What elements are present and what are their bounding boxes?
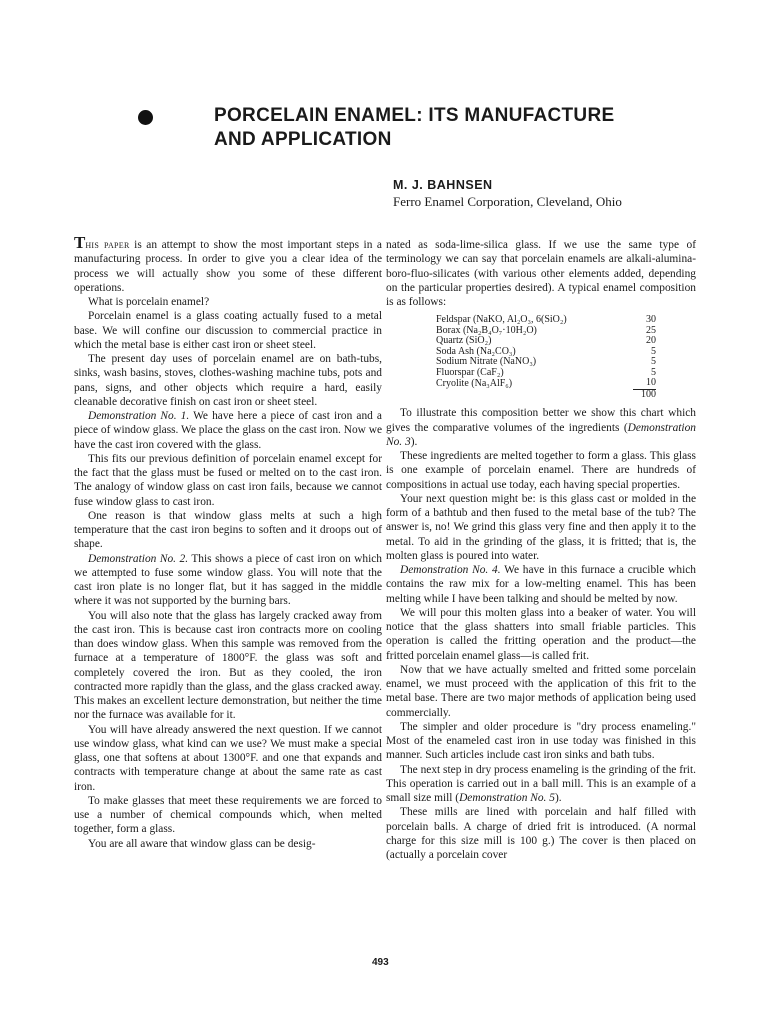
ingredient-name: Quartz (SiO₂) xyxy=(436,335,492,347)
paragraph-demo-1 xyxy=(74,409,382,452)
ingredient-value: 10 xyxy=(633,378,656,389)
author-name: M. J. BAHNSEN xyxy=(393,178,493,192)
ingredient-name: Feldspar (NaKO, Al₂O₃, 6(SiO₂) xyxy=(436,314,567,326)
paragraph: nated as soda-lime-silica glass. If we use the same type of terminology we can say that porcelain enamels are alkali-alumina-boro-fluo-silicates (with various other elements added, depending on the particular properties desired). A typical enamel composition is as follows: xyxy=(386,239,696,308)
paragraph: Your next question might be: is this glass cast or molded in the form of a bathtub and then fused to the metal base of the tub? The answer is, no! We grind this glass very fine and then apply it to the metal. To aid in the grinding of the glass, it is fritted; that is, the molten glass is poured into water. xyxy=(386,492,696,562)
ingredient-name: Fluorspar (CaF₂) xyxy=(436,366,504,378)
left-column xyxy=(74,233,382,851)
paragraph: This fits our previous definition of porcelain enamel except for the fact that the glass must be fused or melted on to the cast iron. The analogy of window glass on cast iron fails, because we cannot fuse window glass to cast iron. xyxy=(74,452,382,508)
drop-cap: T xyxy=(74,233,86,252)
demo-text: We have in this furnace a crucible which contains the raw mix for a low-melting enamel. This has been melting while I have been talking and should be melted by now. xyxy=(386,564,696,605)
demo-label: Demonstration No. 3 xyxy=(386,421,696,448)
paragraph: Porcelain enamel is a glass coating actually fused to a metal base. We will confine our discussion to commercial practice in which the metal base is either cast iron or sheet steel. xyxy=(74,310,382,351)
composition-table xyxy=(436,315,656,400)
paragraph-demo-2 xyxy=(74,552,382,609)
demo-text: To illustrate this composition better we show this chart which gives the comparative volumes of the ingredients ( xyxy=(386,407,696,434)
title-line-1: PORCELAIN ENAMEL: ITS MANUFACTURE xyxy=(214,105,615,126)
paragraph-demo-5 xyxy=(386,763,696,806)
demo-label: Demonstration No. 4. xyxy=(400,564,501,576)
composition-total: 100 xyxy=(641,388,656,400)
demo-label: Demonstration No. 5 xyxy=(459,792,555,804)
demo-text: The next step in dry process enameling is the grinding of the frit. This operation is carried out in a ball mill. This is an example of a small size mill ( xyxy=(386,763,696,804)
article-title xyxy=(214,104,684,152)
paragraph-demo-4 xyxy=(386,563,696,606)
paragraph: You will have already answered the next question. If we cannot use window glass, what kind can we use? We must make a special glass, one that softens at about 1300°F. and one that expands and contracts with temperature change at about the same rate as cast iron. xyxy=(74,723,382,793)
paragraph: You will also note that the glass has largely cracked away from the cast iron. This is because cast iron contracts more on cooling than does window glass. When this sample was removed from the furnace at a temperature of 1800°F. the glass was soft and completely covered the iron. But as they cooled, the iron contracted more rapidly than the glass, and the glass cracked away. This makes an excellent lecture demonstration, but neither the time nor the furnace was available for it. xyxy=(74,609,382,722)
author-affiliation: Ferro Enamel Corporation, Cleveland, Ohio xyxy=(393,194,622,209)
demo-label: Demonstration No. 2. xyxy=(88,552,189,565)
ingredient-name: Soda Ash (Na₂CO₃) xyxy=(436,345,516,357)
ingredient-value: 5 xyxy=(651,345,656,357)
demo-text: ). xyxy=(410,435,418,448)
composition-row xyxy=(436,368,656,379)
total-spacer xyxy=(436,389,633,400)
title-line-2: AND APPLICATION xyxy=(214,129,392,150)
paragraph-intro xyxy=(74,233,382,295)
paragraph: One reason is that window glass melts at such a high temperature that the cast iron begins to soften and it droops out of shape. xyxy=(74,509,382,551)
right-column xyxy=(386,238,696,862)
paragraph-demo-3 xyxy=(386,406,696,449)
lead-smallcaps: his paper xyxy=(85,239,130,251)
demo-label: Demonstration No. 1. xyxy=(88,410,190,422)
ingredient-value: 5 xyxy=(651,356,656,368)
paragraph: To make glasses that meet these requirements we are forced to use a number of chemical compounds which, when melted together, form a glass. xyxy=(74,794,382,836)
paragraph: These mills are lined with porcelain and half filled with porcelain balls. A charge of dried frit is introduced. (A normal charge for this size mill is 100 g.) The cover is then placed on (actually a porcelain cover xyxy=(386,806,696,861)
demo-text: This shows a piece of cast iron on which we attempted to fuse some window glass. You will note that the cast iron plate is no longer flat, but it has sagged in the middle where it was not supported by the burning bars. xyxy=(74,552,382,608)
paragraph: These ingredients are melted together to form a glass. This glass is one example of porcelain enamel. There are hundreds of compositions in actual use today, each having special properties. xyxy=(386,450,696,491)
intro-text: is an attempt to show the most important steps in a manufacturing process. In order to give you a clear idea of the process we will actually show you some of these different operations. xyxy=(74,239,382,294)
ingredient-value: 25 xyxy=(646,324,656,336)
composition-row xyxy=(436,378,656,389)
ingredient-value: 20 xyxy=(646,335,656,347)
ingredient-name: Cryolite (Na₃AlF₆) xyxy=(436,377,513,389)
demo-text: We have here a piece of cast iron and a piece of window glass. We place the glass on the cast iron. Now we have the cast iron covered with the glass. xyxy=(74,410,382,451)
paragraph: Now that we have actually smelted and fritted some porcelain enamel, we must proceed with the application of this frit to the metal base. There are two major methods of application being used commercially. xyxy=(386,663,696,719)
paragraph: What is porcelain enamel? xyxy=(88,296,210,308)
ingredient-name: Sodium Nitrate (NaNO₃) xyxy=(436,356,537,368)
page-number: 493 xyxy=(372,957,389,968)
ingredient-name: Borax (Na₂B₄O₇·10H₂O) xyxy=(436,324,537,336)
paragraph: We will pour this molten glass into a beaker of water. You will notice that the glass shatters into small friable particles. This operation is called the fritting operation and the product—the fritted porcelain enamel glass—is called frit. xyxy=(386,606,696,662)
title-bullet xyxy=(138,110,153,125)
paragraph: The present day uses of porcelain enamel are on bath-tubs, sinks, wash basins, stoves, clothes-washing machine tubs, pots and pans, signs, and other objects which require a hard, easily cleanable decorative finish on cast iron or sheet steel. xyxy=(74,353,382,408)
ingredient-value: 30 xyxy=(646,314,656,326)
demo-text: ). xyxy=(554,792,562,804)
ingredient-value: 5 xyxy=(651,366,656,378)
paragraph: You are all aware that window glass can be desig- xyxy=(88,837,316,850)
composition-total-row xyxy=(436,389,656,400)
paragraph: The simpler and older procedure is "dry process enameling." Most of the enameled cast iron in use today was finished in this manner. Such articles include cast iron sinks and bath tubs. xyxy=(386,720,696,762)
